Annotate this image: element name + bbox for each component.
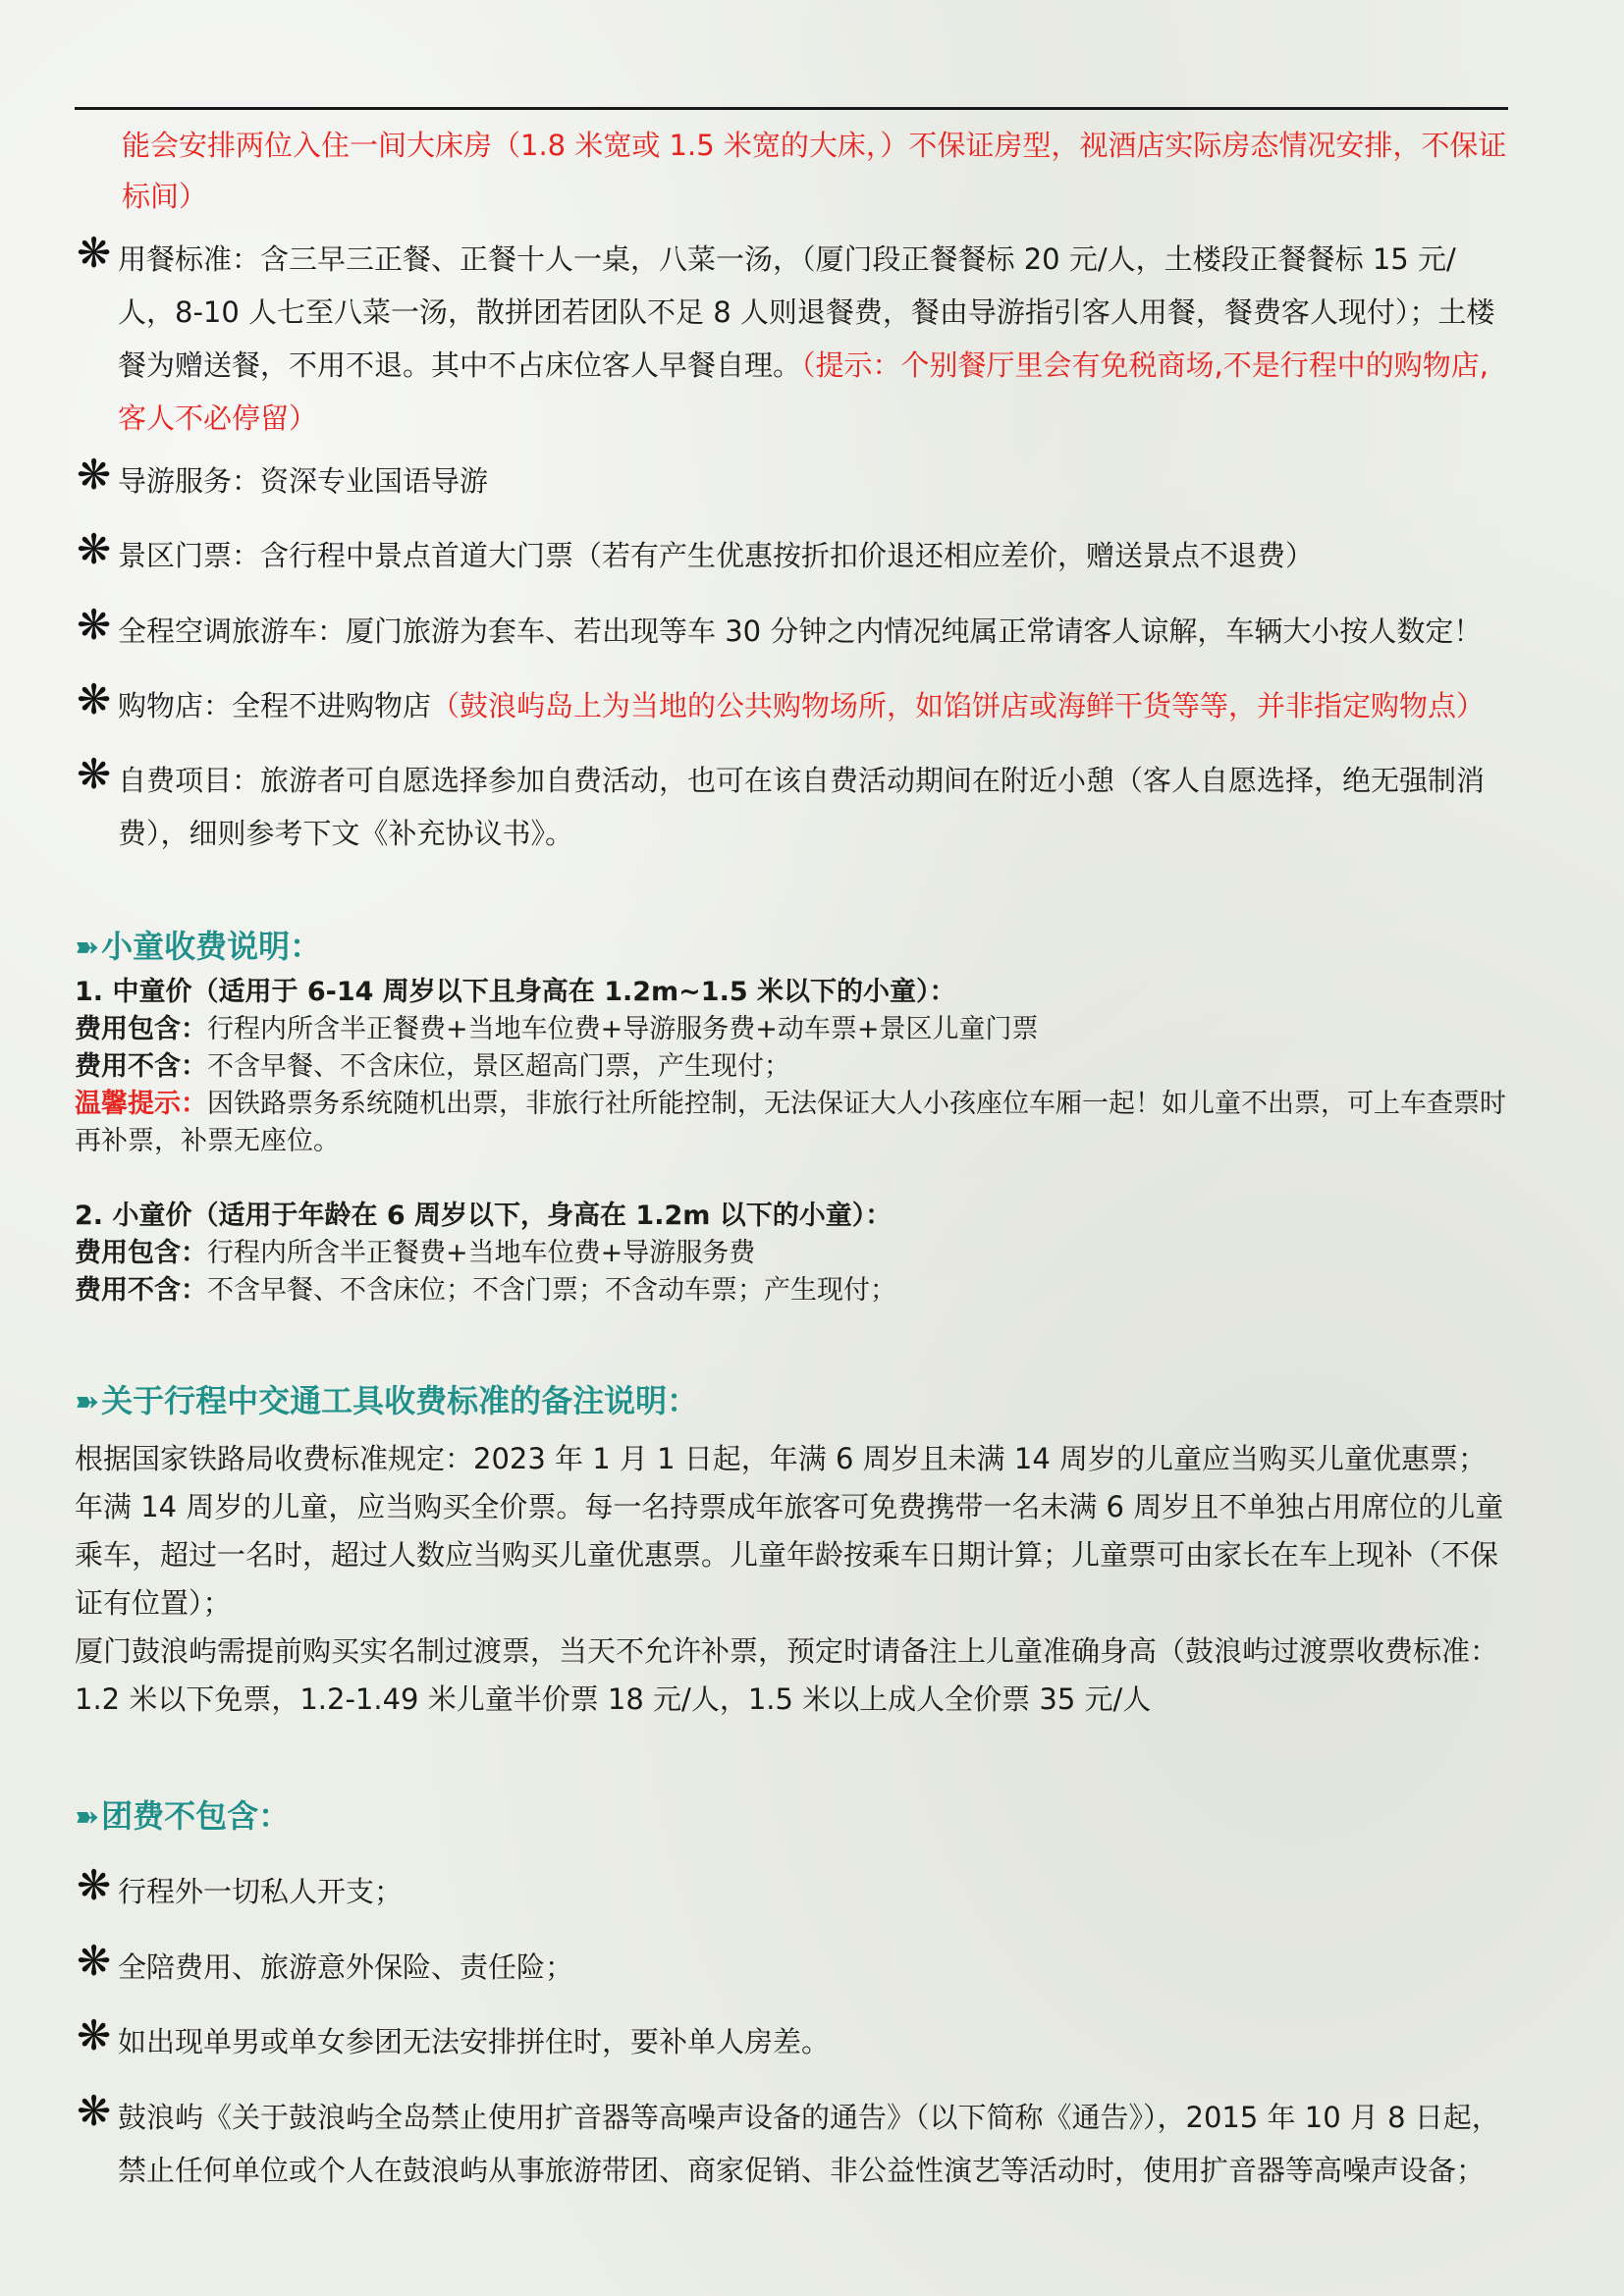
excluded-text: 鼓浪屿《关于鼓浪屿全岛禁止使用扩音器等高噪声设备的通告》（以下简称《通告》），2015 年 10 月 8 日起，禁止任何单位或个人在鼓浪屿从事旅游带团、商家促销、非公益性演艺等活动时，使用扩音器等高噪声设备；: [118, 2101, 1500, 2187]
optional-text: 自费项目：旅游者可自愿选择参加自费活动，也可在该自费活动期间在附近小憩（客人自愿选择，绝无强制消费），细则参考下文《补充协议书》。: [118, 764, 1486, 850]
excluded-text: 如出现单男或单女参团无法安排拼住时，要补单人房差。: [118, 2025, 831, 2058]
transport-para-1: 根据国家铁路局收费标准规定：2023 年 1 月 1 日起，年满 6 周岁且未满 14 周岁的儿童应当购买儿童优惠票；年满 14 周岁的儿童，应当购买全价票。每一名持票成年旅客可免费携带一名未满 6 周岁且不单独占用席位的儿童乘车，超过一名时，超过人数应当购买儿童优惠票。儿童年龄按乘车日期计算；儿童票可由家长在车上现补（不保证有位置）；: [75, 1442, 1504, 1620]
fee-in-text: 行程内所含半正餐费+当地车位费+导游服务费+动车票+景区儿童门票: [207, 1014, 1039, 1044]
fee-out-label: 费用不含：: [75, 1275, 207, 1306]
arrow-icon: ➽: [75, 931, 100, 965]
small-child-fee-block: [75, 1198, 1510, 1309]
list-item-excluded: [77, 2087, 1510, 2197]
asterisk-icon: ❋: [77, 2011, 112, 2059]
asterisk-icon: ❋: [77, 2087, 112, 2135]
list-item-shopping: [77, 675, 1510, 732]
list-item-excluded: [77, 1861, 1510, 1918]
guide-text: 导游服务：资深专业国语导游: [118, 464, 489, 498]
bus-text: 全程空调旅游车：厦门旅游为套车、若出现等车 30 分钟之内情况纯属正常请客人谅解，车辆大小按人数定！: [118, 614, 1483, 648]
asterisk-icon: ❋: [77, 1861, 112, 1909]
asterisk-icon: ❋: [77, 750, 112, 798]
meal-text: 用餐标准：含三早三正餐、正餐十人一桌，八菜一汤，（厦门段正餐餐标 20 元/人，土楼段正餐餐标 15 元/人，8-10 人七至八菜一汤，散拼团若团队不足 8 人则退餐费，餐由导游指引客人用餐，餐费客人现付）；土楼餐为赠送餐，不用不退。其中不占床位客人早餐自理。: [118, 242, 1495, 382]
fee-out-text: 不含早餐、不含床位；不含门票；不含动车票；产生现付；: [207, 1275, 896, 1306]
asterisk-icon: ❋: [77, 675, 112, 723]
transport-para-2: 厦门鼓浪屿需提前购买实名制过渡票，当天不允许补票，预定时请备注上儿童准确身高（鼓浪屿过渡票收费标准：1.2 米以下免票，1.2-1.49 米儿童半价票 18 元/人，1.5 米以上成人全价票 35 元/人: [75, 1634, 1499, 1716]
room-note: 能会安排两位入住一间大床房（1.8 米宽或 1.5 米宽的大床，）不保证房型，视酒店实际房态情况安排，不保证标间）: [122, 129, 1507, 213]
section-title-excluded: ➽团费不包含：: [75, 1797, 291, 1835]
fee-in-label: 费用包含：: [75, 1238, 207, 1268]
list-item-bus: [77, 601, 1510, 658]
fee-out-label: 费用不含：: [75, 1051, 207, 1082]
list-item-excluded: [77, 1937, 1510, 1994]
fee-in-label: 费用包含：: [75, 1014, 207, 1044]
list-item-meal: [77, 229, 1510, 445]
section-title-transport: ➽关于行程中交通工具收费标准的备注说明：: [75, 1382, 699, 1419]
list-item-guide: [77, 451, 1510, 507]
tickets-text: 景区门票：含行程中景点首道大门票（若有产生优惠按折扣价退还相应差价，赠送景点不退费）: [118, 539, 1315, 572]
arrow-icon: ➽: [75, 1800, 100, 1835]
header-rule: [75, 107, 1508, 110]
shopping-text: 购物店：全程不进购物店: [118, 689, 432, 722]
asterisk-icon: ❋: [77, 525, 112, 573]
shopping-tip: （鼓浪屿岛上为当地的公共购物场所，如馅饼店或海鲜干货等等，并非指定购物点）: [431, 689, 1486, 722]
transport-paragraphs: [75, 1435, 1510, 1724]
arrow-icon: ➽: [75, 1385, 100, 1419]
fee-in-text: 行程内所含半正餐费+当地车位费+导游服务费: [207, 1238, 756, 1268]
section-title-child: ➽小童收费说明：: [75, 928, 322, 965]
item1-title: 1. 中童价（适用于 6-14 周岁以下且身高在 1.2m~1.5 米以下的小童）：: [75, 977, 956, 1007]
tip-text: 因铁路票务系统随机出票，非旅行社所能控制，无法保证大人小孩座位车厢一起！如儿童不出票，可上车查票时再补票，补票无座位。: [75, 1089, 1506, 1156]
excluded-text: 行程外一切私人开支；: [118, 1875, 404, 1908]
asterisk-icon: ❋: [77, 1937, 112, 1985]
item2-title: 2. 小童价（适用于年龄在 6 周岁以下，身高在 1.2m 以下的小童）：: [75, 1201, 893, 1231]
meal-tip: （提示：个别餐厅里会有免税商场,不是行程中的购物店,客人不必停留）: [118, 348, 1489, 435]
list-item-optional: [77, 750, 1510, 860]
list-item-tickets: [77, 525, 1510, 582]
asterisk-icon: ❋: [77, 229, 112, 277]
excluded-text: 全陪费用、旅游意外保险、责任险；: [118, 1950, 574, 1984]
fee-out-text: 不含早餐、不含床位，景区超高门票，产生现付；: [207, 1051, 790, 1082]
list-item-excluded: [77, 2011, 1510, 2068]
asterisk-icon: ❋: [77, 451, 112, 499]
tip-label: 温馨提示：: [75, 1089, 207, 1119]
asterisk-icon: ❋: [77, 601, 112, 649]
child-fee-block: [75, 974, 1510, 1160]
